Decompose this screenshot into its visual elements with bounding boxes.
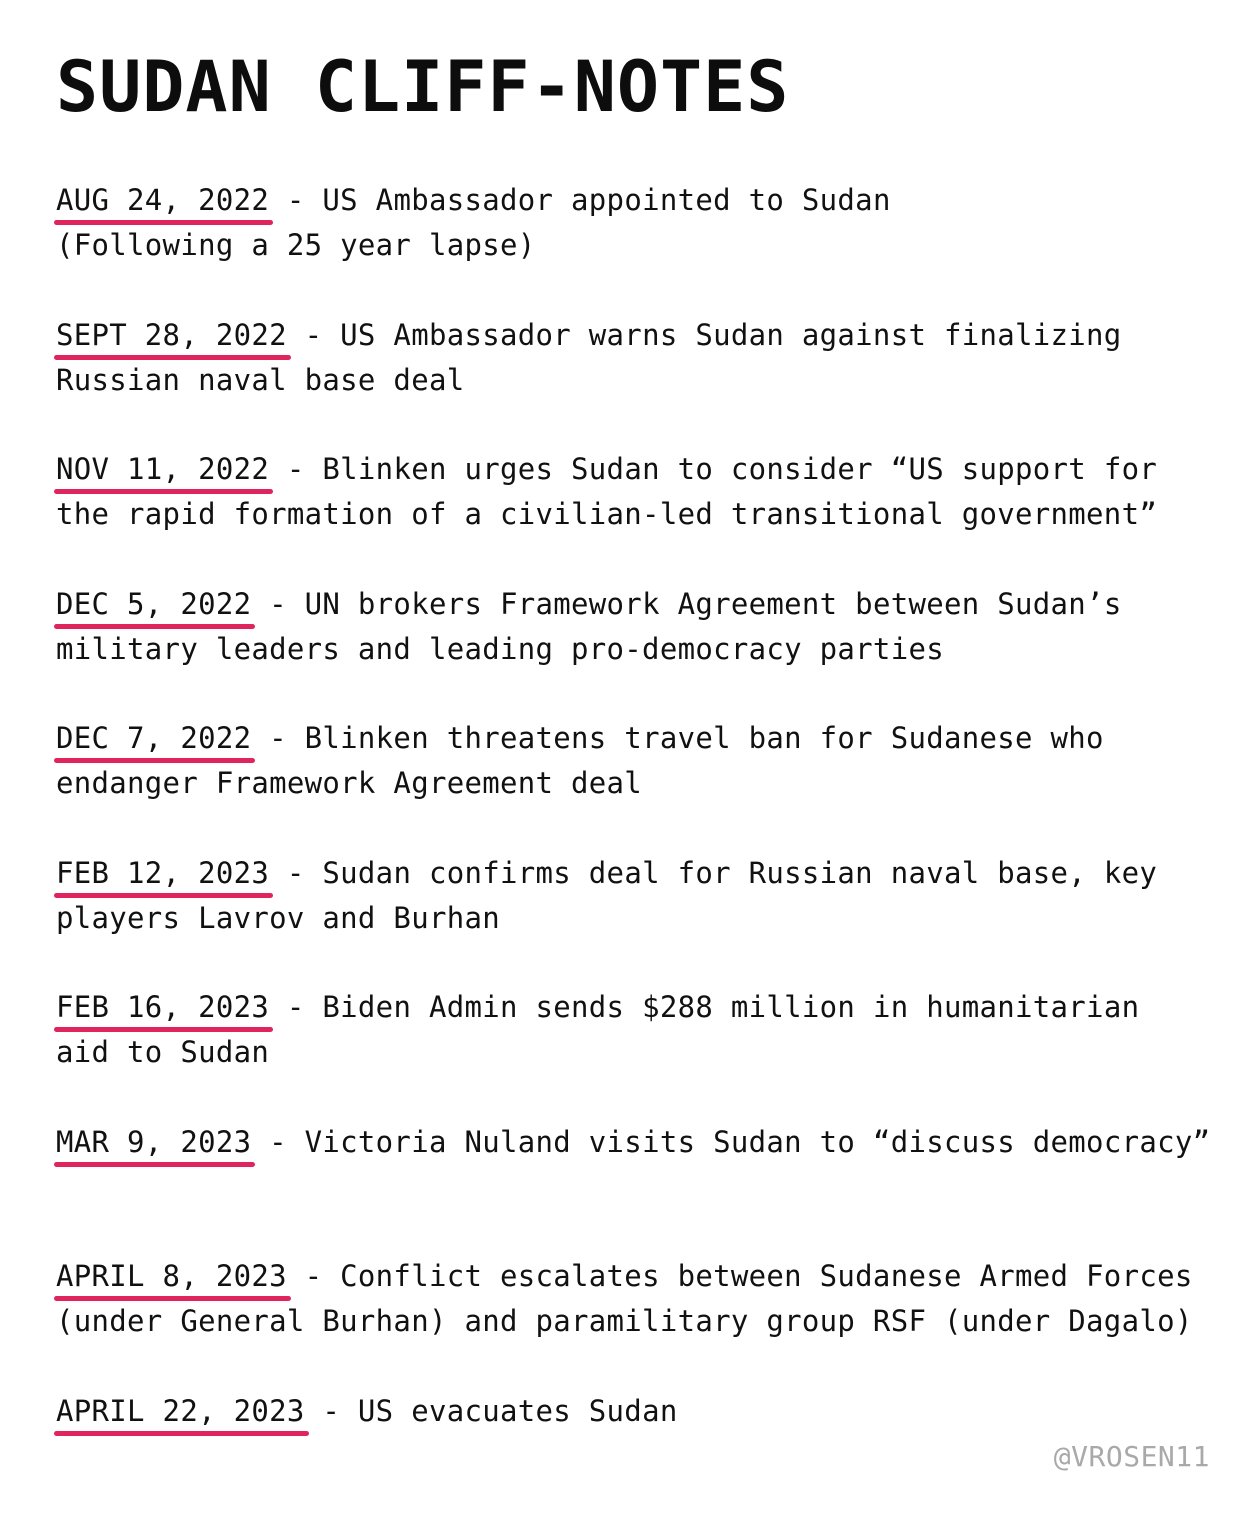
entry-text: - Conflict escalates between Sudanese Armed Forces [287, 1259, 1193, 1293]
entry-text-continued: endanger Framework Agreement deal [56, 766, 642, 800]
entry-text-continued: aid to Sudan [56, 1035, 269, 1069]
entry-text-continued: Russian naval base deal [56, 363, 464, 397]
page-title: SUDAN CLIFF-NOTES [56, 44, 789, 130]
entry-date: MAR 9, 2023 [56, 1120, 251, 1165]
timeline-entry [56, 985, 1231, 1120]
timeline-entry [56, 716, 1231, 851]
entry-text-continued: (Following a 25 year lapse) [56, 228, 536, 262]
entry-text: - US Ambassador appointed to Sudan [269, 183, 891, 217]
entry-date: APRIL 8, 2023 [56, 1254, 287, 1299]
timeline-entry [56, 447, 1231, 582]
entry-text: - US Ambassador warns Sudan against finalizing [287, 318, 1122, 352]
entry-text-continued: players Lavrov and Burhan [56, 901, 500, 935]
entry-text-continued: military leaders and leading pro-democracy parties [56, 632, 944, 666]
entry-text: - Blinken urges Sudan to consider “US support for [269, 452, 1157, 486]
timeline-entry [56, 313, 1231, 448]
entry-text-continued: (under General Burhan) and paramilitary group RSF (under Dagalo) [56, 1304, 1193, 1338]
timeline-entry [56, 851, 1231, 986]
timeline-entry [56, 1120, 1231, 1255]
timeline-list [56, 178, 1231, 1523]
entry-date: DEC 5, 2022 [56, 582, 251, 627]
entry-date: AUG 24, 2022 [56, 178, 269, 223]
entry-text: - Victoria Nuland visits Sudan to “discuss democracy” [251, 1125, 1210, 1159]
entry-text: - Blinken threatens travel ban for Sudanese who [251, 721, 1103, 755]
entry-text: - US evacuates Sudan [305, 1394, 678, 1428]
timeline-entry [56, 1254, 1231, 1389]
author-watermark: @VROSEN11 [1054, 1440, 1210, 1473]
entry-date: SEPT 28, 2022 [56, 313, 287, 358]
entry-text: - UN brokers Framework Agreement between Sudan’s [251, 587, 1121, 621]
entry-text-continued: the rapid formation of a civilian-led transitional government” [56, 497, 1157, 531]
entry-date: NOV 11, 2022 [56, 447, 269, 492]
entry-text: - Biden Admin sends $288 million in humanitarian [269, 990, 1139, 1024]
entry-date: FEB 16, 2023 [56, 985, 269, 1030]
entry-date: FEB 12, 2023 [56, 851, 269, 896]
entry-text: - Sudan confirms deal for Russian naval base, key [269, 856, 1157, 890]
timeline-entry [56, 178, 1231, 313]
entry-date: APRIL 22, 2023 [56, 1389, 305, 1434]
entry-date: DEC 7, 2022 [56, 716, 251, 761]
timeline-entry [56, 582, 1231, 717]
